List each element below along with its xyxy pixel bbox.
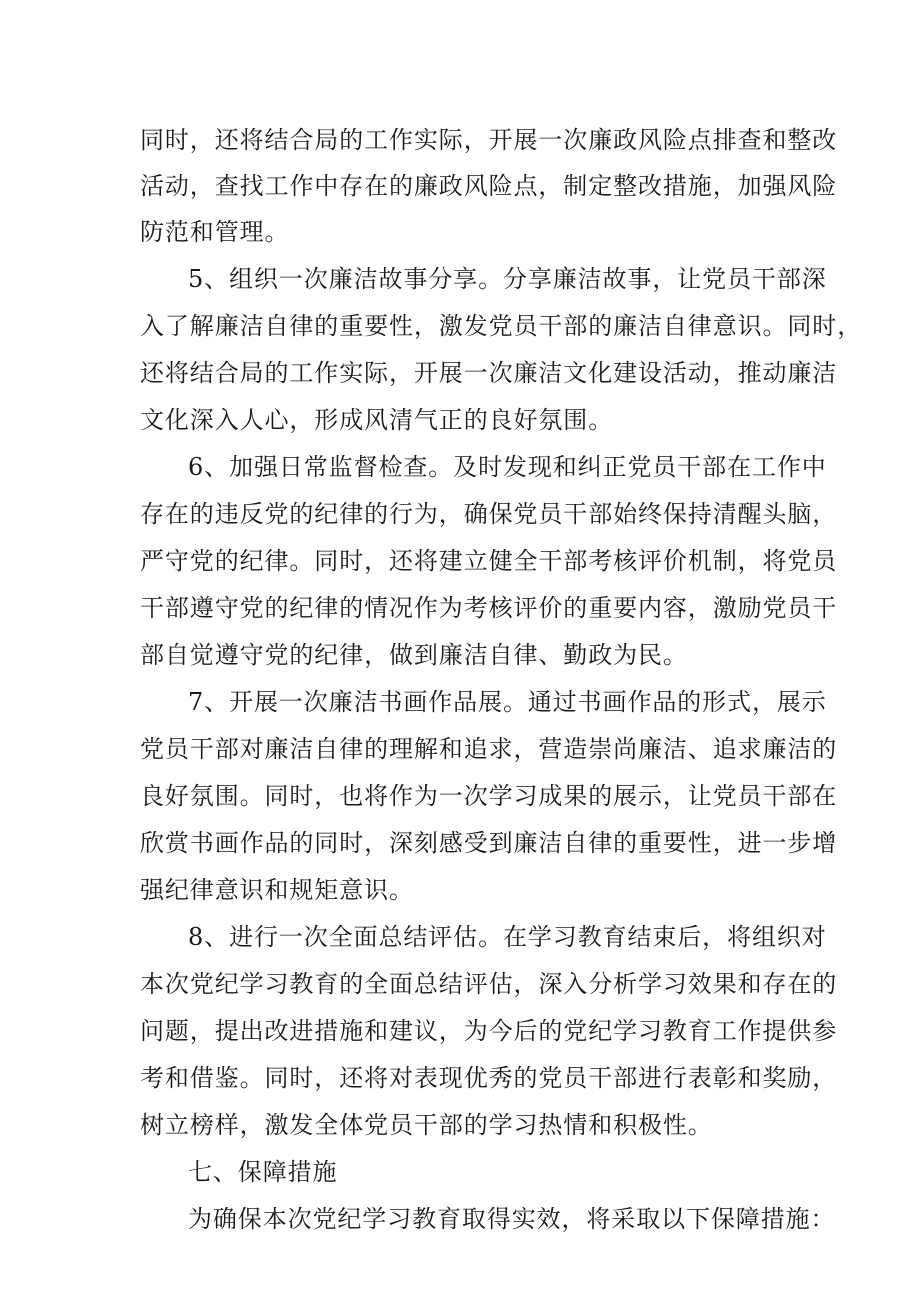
section-heading: 七、保障措施	[188, 1158, 338, 1186]
text-line: 考和借鉴。同时，还将对表现优秀的党员干部进行表彰和奖励，	[140, 1064, 838, 1092]
paragraph-5-start: 5、组织一次廉洁故事分享。分享廉洁故事，让党员干部深	[188, 265, 827, 293]
text-line: 存在的违反党的纪律的行为，确保党员干部始终保持清醒头脑，	[140, 500, 838, 528]
text-line: 问题，提出改进措施和建议，为今后的党纪学习教育工作提供参	[140, 1017, 838, 1045]
text-line: 严守党的纪律。同时，还将建立健全干部考核评价机制，将党员	[140, 547, 838, 575]
text-line: 树立榜样，激发全体党员干部的学习热情和积极性。	[140, 1111, 713, 1139]
text-line: 良好氛围。同时，也将作为一次学习成果的展示，让党员干部在	[140, 782, 838, 810]
text-line: 文化深入人心，形成风清气正的良好氛围。	[140, 406, 614, 434]
paragraph-measures-intro: 为确保本次党纪学习教育取得实效，将采取以下保障措施：	[188, 1205, 836, 1233]
text-line: 活动，查找工作中存在的廉政风险点，制定整改措施，加强风险	[140, 172, 838, 200]
text-line: 入了解廉洁自律的重要性，激发党员干部的廉洁自律意识。同时，	[140, 312, 863, 340]
text-line: 党员干部对廉洁自律的理解和追求，营造崇尚廉洁、追求廉洁的	[140, 735, 838, 763]
text-line: 强纪律意识和规矩意识。	[140, 876, 414, 904]
paragraph-8-start: 8、进行一次全面总结评估。在学习教育结束后，将组织对	[188, 923, 827, 951]
text-line: 干部遵守党的纪律的情况作为考核评价的重要内容，激励党员干	[140, 594, 838, 622]
paragraph-7-start: 7、开展一次廉洁书画作品展。通过书画作品的形式，展示	[188, 688, 827, 716]
text-line: 部自觉遵守党的纪律，做到廉洁自律、勤政为民。	[140, 641, 688, 669]
paragraph-6-start: 6、加强日常监督检查。及时发现和纠正党员干部在工作中	[188, 453, 827, 481]
text-line: 还将结合局的工作实际，开展一次廉洁文化建设活动，推动廉洁	[140, 359, 838, 387]
text-line: 防范和管理。	[140, 218, 290, 246]
text-line: 同时，还将结合局的工作实际，开展一次廉政风险点排查和整改	[140, 126, 838, 154]
text-line: 本次党纪学习教育的全面总结评估，深入分析学习效果和存在的	[140, 970, 838, 998]
text-line: 欣赏书画作品的同时，深刻感受到廉洁自律的重要性，进一步增	[140, 829, 838, 857]
